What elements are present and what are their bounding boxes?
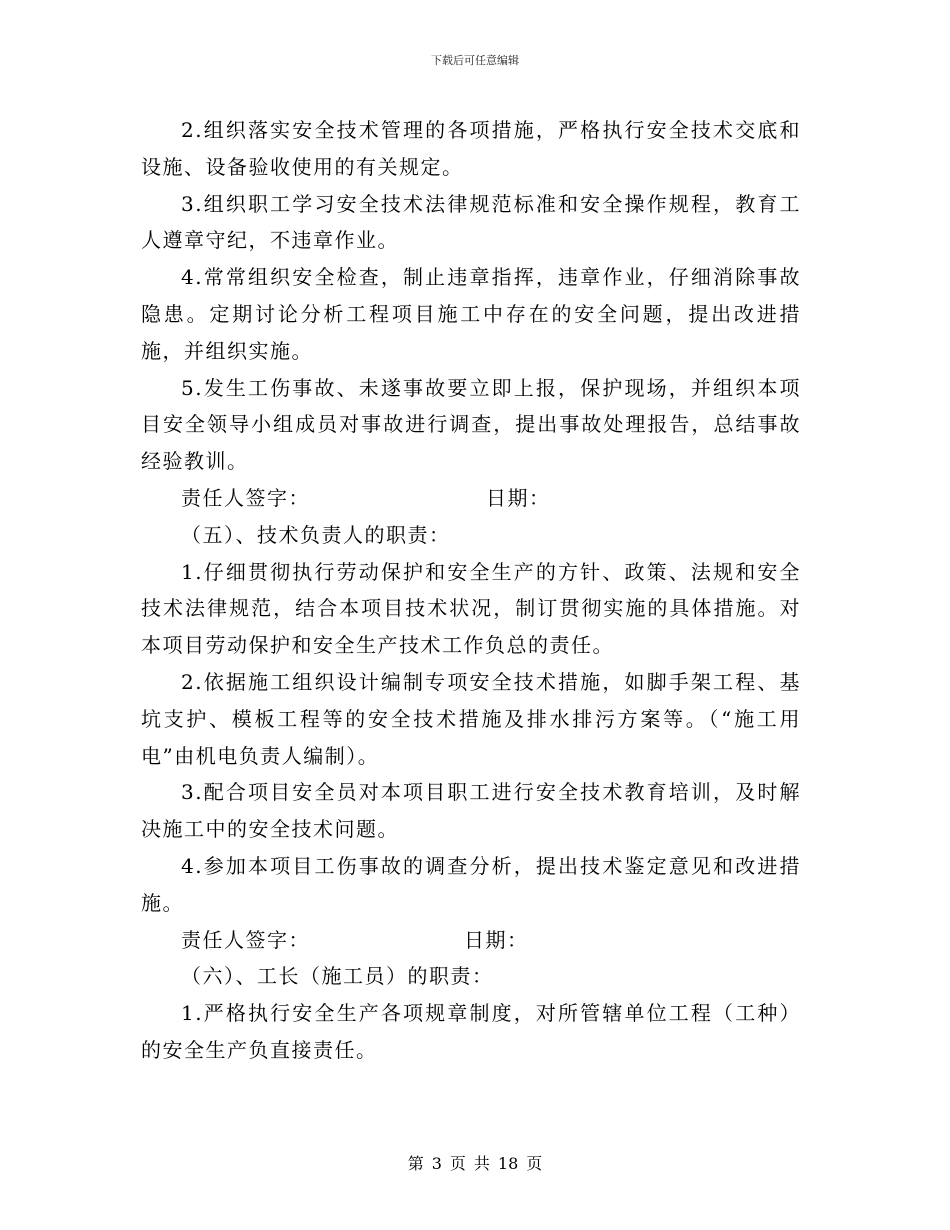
paragraph: 2.组织落实安全技术管理的各项措施，严格执行安全技术交底和设施、设备验收使用的有关规定。 (141, 118, 801, 179)
footer-page-word: 页 (449, 1154, 466, 1173)
signature-label: 责任人签字： (181, 927, 310, 952)
footer-suffix: 页 (526, 1154, 543, 1173)
paragraph: 5.发生工伤事故、未遂事故要立即上报，保护现场，并组织本项目安全领导小组成员对事故进行调查，提出事故处理报告，总结事故经验教训。 (141, 375, 801, 474)
paragraph: 2.依据施工组织设计编制专项安全技术措施，如脚手架工程、基坑支护、模板工程等的安全技术措施及排水排污方案等。（“施工用电”由机电负责人编制）。 (141, 669, 801, 768)
section-heading: （六）、工长（施工员）的职责： (181, 964, 494, 989)
header-note: 下载后可任意编辑 (431, 54, 519, 67)
paragraph: 4.参加本项目工伤事故的调查分析，提出技术鉴定意见和改进措施。 (141, 853, 801, 915)
date-label: 日期： (486, 485, 551, 510)
paragraph: 4.常常组织安全检查，制止违章指挥，违章作业，仔细消除事故隐患。定期讨论分析工程项目施工中存在的安全问题，提出改进措施，并组织实施。 (141, 265, 801, 363)
signature-line (141, 480, 801, 517)
current-page-number: 3 (431, 1154, 442, 1173)
footer-prefix: 第 (407, 1154, 424, 1173)
page-footer (0, 1152, 950, 1176)
footer-total-word: 共 (473, 1154, 490, 1173)
paragraph: 1.严格执行安全生产各项规章制度，对所管辖单位工程（工种）的安全生产负直接责任。 (141, 1001, 801, 1062)
paragraph: 1.仔细贯彻执行劳动保护和安全生产的方针、政策、法规和安全技术法律规范，结合本项目技术状况，制订贯彻实施的具体措施。对本项目劳动保护和安全生产技术工作负总的责任。 (141, 559, 801, 658)
date-label: 日期： (464, 927, 529, 952)
section-heading: （五）、技术负责人的职责： (181, 522, 451, 547)
paragraph: 3.配合项目安全员对本项目职工进行安全技术教育培训，及时解决施工中的安全技术问题。 (141, 780, 801, 842)
signature-line (141, 922, 801, 959)
paragraph: 3.组织职工学习安全技术法律规范标准和安全操作规程，教育工人遵章守纪，不违章作业。 (141, 191, 801, 253)
signature-label: 责任人签字： (181, 485, 310, 510)
total-pages-number: 18 (497, 1154, 519, 1173)
document-body (141, 112, 801, 1069)
